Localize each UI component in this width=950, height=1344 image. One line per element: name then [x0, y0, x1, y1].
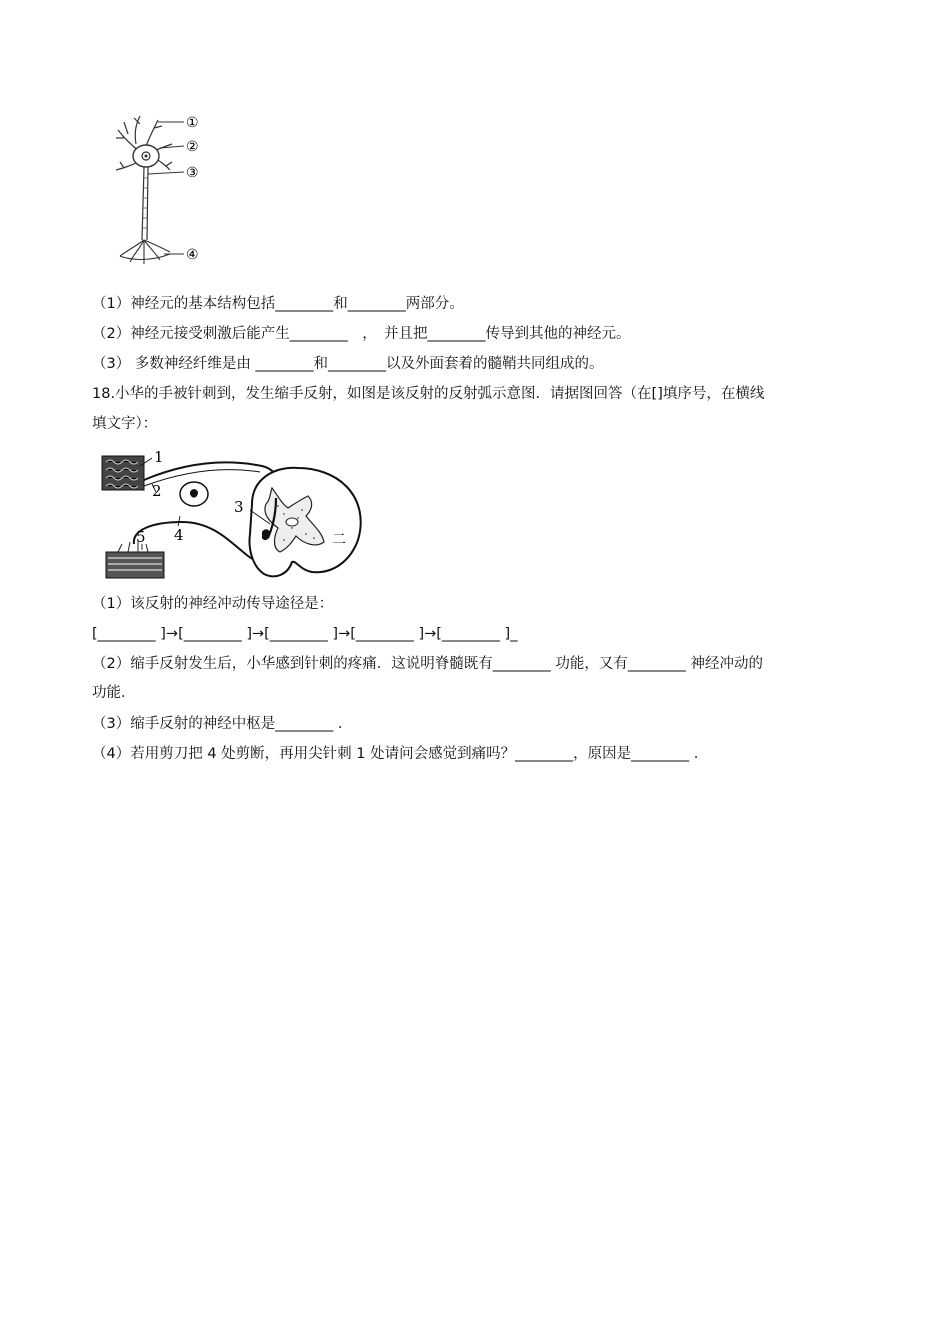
reflex-label-er: 二 [332, 532, 346, 548]
reflex-label-4: 4 [174, 526, 184, 544]
q18-line-4: 功能． [92, 685, 136, 701]
q18-line-5: （3）缩手反射的神经中枢是________ . [92, 716, 343, 732]
q18-stem-line-1: 18.小华的手被针刺到，发生缩手反射，如图是该反射的反射弧示意图．请据图回答（在[]填序号，在横线 [92, 386, 765, 402]
q17-line-3: （3） 多数神经纤维是由 ________和________以及外面套着的髓鞘共同组成的。 [92, 356, 604, 372]
reflex-label-3: 3 [234, 498, 244, 516]
q17-line-1: （1）神经元的基本结构包括________和________两部分。 [92, 296, 464, 312]
neuron-label-2: ② [186, 139, 199, 155]
effector-block [106, 542, 164, 578]
neuron-diagram [100, 108, 220, 268]
q17-line-2: （2）神经元接受刺激后能产生________ ， 并且把________传导到其他的神经元。 [92, 326, 631, 342]
reflex-label-2: 2 [152, 482, 162, 500]
q18-line-3: （2）缩手反射发生后，小华感到针刺的疼痛．这说明脊髓既有________ 功能，又有________ 神经冲动的 [92, 656, 763, 672]
q18-line-1: （1）该反射的神经冲动传导途径是： [92, 596, 334, 612]
receptor-block [102, 456, 144, 490]
neuron-label-4: ④ [186, 247, 199, 263]
q18-line-2: [________ ]→[________ ]→[________ ]→[________ ]→[________ ]_ [92, 626, 518, 642]
q18-stem-line-2: 填文字）： [92, 416, 158, 432]
reflex-label-1: 1 [154, 448, 164, 466]
q18-line-6: （4）若用剪刀把 4 处剪断，再用尖针刺 1 处请问会感觉到痛吗？________，原因是________ . [92, 746, 699, 762]
reflex-arc-diagram [92, 444, 372, 594]
reflex-label-5: 5 [136, 528, 146, 546]
neuron-label-1: ① [186, 115, 199, 131]
neuron-label-3: ③ [186, 165, 199, 181]
